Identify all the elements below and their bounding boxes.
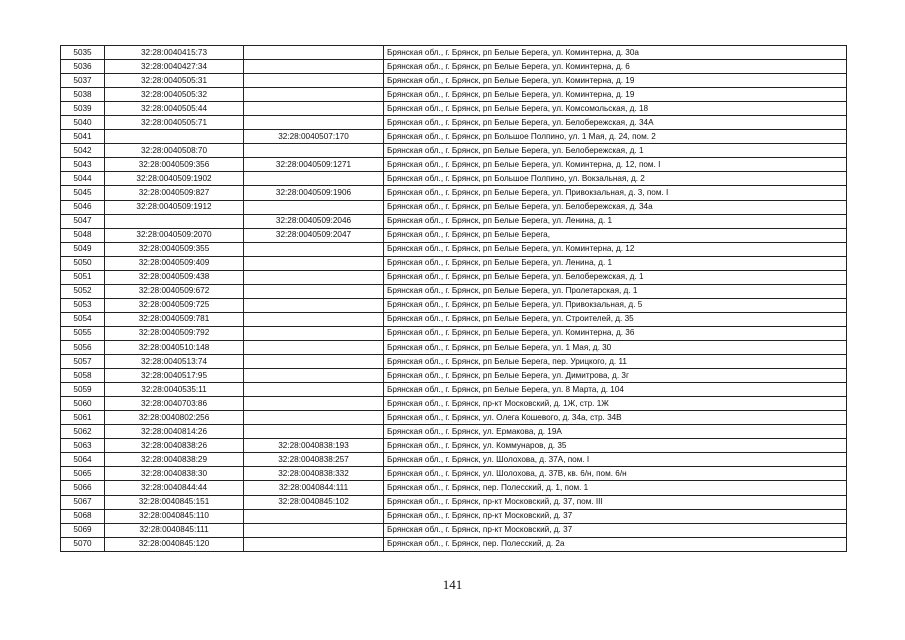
cadastral-number-cell: 32:28:0040845:111 xyxy=(105,523,244,537)
cadastral-number-cell: 32:28:0040509:438 xyxy=(105,270,244,284)
address-cell: Брянская обл., г. Брянск, ул. Шолохова, д. 37В, кв. 6/н, пом. 6/н xyxy=(384,467,847,481)
cadastral-number-cell: 32:28:0040838:30 xyxy=(105,467,244,481)
cadastral-number-cell: 32:28:0040505:31 xyxy=(105,74,244,88)
building-cadastral-number-cell xyxy=(244,355,384,369)
table-row xyxy=(61,270,847,284)
table-row xyxy=(61,200,847,214)
table-row xyxy=(61,411,847,425)
building-cadastral-number-cell xyxy=(244,102,384,116)
cadastral-number-cell: 32:28:0040845:120 xyxy=(105,537,244,551)
address-cell: Брянская обл., г. Брянск, рп Белые Берега, ул. Белобережская, д. 34А xyxy=(384,116,847,130)
cadastral-number-cell: 32:28:0040844:44 xyxy=(105,481,244,495)
table-row xyxy=(61,256,847,270)
building-cadastral-number-cell xyxy=(244,172,384,186)
building-cadastral-number-cell xyxy=(244,60,384,74)
table-row xyxy=(61,326,847,340)
building-cadastral-number-cell xyxy=(244,88,384,102)
row-number-cell: 5066 xyxy=(61,481,105,495)
cadastral-number-cell: 32:28:0040509:792 xyxy=(105,326,244,340)
cadastral-number-cell: 32:28:0040505:44 xyxy=(105,102,244,116)
table-row xyxy=(61,130,847,144)
table-row xyxy=(61,481,847,495)
building-cadastral-number-cell xyxy=(244,200,384,214)
row-number-cell: 5068 xyxy=(61,509,105,523)
cadastral-number-cell: 32:28:0040509:827 xyxy=(105,186,244,200)
table-row xyxy=(61,242,847,256)
row-number-cell: 5046 xyxy=(61,200,105,214)
building-cadastral-number-cell xyxy=(244,298,384,312)
building-cadastral-number-cell: 32:28:0040509:2046 xyxy=(244,214,384,228)
address-cell: Брянская обл., г. Брянск, пер. Полесский, д. 1, пом. 1 xyxy=(384,481,847,495)
table-row xyxy=(61,172,847,186)
address-cell: Брянская обл., г. Брянск, рп Белые Берега, ул. Димитрова, д. 3г xyxy=(384,369,847,383)
building-cadastral-number-cell xyxy=(244,242,384,256)
table-row xyxy=(61,340,847,354)
row-number-cell: 5051 xyxy=(61,270,105,284)
property-registry-table xyxy=(60,45,847,552)
table-row xyxy=(61,158,847,172)
address-cell: Брянская обл., г. Брянск, рп Белые Берега, ул. Ленина, д. 1 xyxy=(384,214,847,228)
address-cell: Брянская обл., г. Брянск, рп Белые Берега, xyxy=(384,228,847,242)
cadastral-number-cell: 32:28:0040845:151 xyxy=(105,495,244,509)
building-cadastral-number-cell xyxy=(244,340,384,354)
building-cadastral-number-cell xyxy=(244,270,384,284)
row-number-cell: 5057 xyxy=(61,355,105,369)
address-cell: Брянская обл., г. Брянск, ул. Ермакова, д. 19А xyxy=(384,425,847,439)
address-cell: Брянская обл., г. Брянск, рп Белые Берега, ул. Коминтерна, д. 36 xyxy=(384,326,847,340)
building-cadastral-number-cell: 32:28:0040509:1906 xyxy=(244,186,384,200)
table-row xyxy=(61,495,847,509)
building-cadastral-number-cell xyxy=(244,284,384,298)
cadastral-number-cell: 32:28:0040427:34 xyxy=(105,60,244,74)
table-row xyxy=(61,60,847,74)
row-number-cell: 5053 xyxy=(61,298,105,312)
address-cell: Брянская обл., г. Брянск, пр-кт Московский, д. 37, пом. III xyxy=(384,495,847,509)
address-cell: Брянская обл., г. Брянск, рп Белые Берега, ул. Привокзальная, д. 3, пом. I xyxy=(384,186,847,200)
table-row xyxy=(61,46,847,60)
row-number-cell: 5043 xyxy=(61,158,105,172)
cadastral-number-cell: 32:28:0040517:95 xyxy=(105,369,244,383)
row-number-cell: 5063 xyxy=(61,439,105,453)
address-cell: Брянская обл., г. Брянск, рп Белые Берега, ул. Коминтерна, д. 6 xyxy=(384,60,847,74)
cadastral-number-cell: 32:28:0040838:26 xyxy=(105,439,244,453)
cadastral-number-cell: 32:28:0040509:1912 xyxy=(105,200,244,214)
cadastral-number-cell: 32:28:0040845:110 xyxy=(105,509,244,523)
building-cadastral-number-cell: 32:28:0040844:111 xyxy=(244,481,384,495)
address-cell: Брянская обл., г. Брянск, рп Белые Берега, ул. Коминтерна, д. 19 xyxy=(384,88,847,102)
row-number-cell: 5058 xyxy=(61,369,105,383)
registry-table-body xyxy=(61,46,847,552)
building-cadastral-number-cell: 32:28:0040838:193 xyxy=(244,439,384,453)
row-number-cell: 5056 xyxy=(61,340,105,354)
building-cadastral-number-cell: 32:28:0040509:2047 xyxy=(244,228,384,242)
address-cell: Брянская обл., г. Брянск, рп Белые Берега, ул. 8 Марта, д. 104 xyxy=(384,383,847,397)
cadastral-number-cell: 32:28:0040509:781 xyxy=(105,312,244,326)
building-cadastral-number-cell: 32:28:0040838:332 xyxy=(244,467,384,481)
address-cell: Брянская обл., г. Брянск, рп Большое Полпино, ул. Вокзальная, д. 2 xyxy=(384,172,847,186)
address-cell: Брянская обл., г. Брянск, рп Белые Берега, ул. Комсомольская, д. 18 xyxy=(384,102,847,116)
row-number-cell: 5061 xyxy=(61,411,105,425)
row-number-cell: 5045 xyxy=(61,186,105,200)
row-number-cell: 5064 xyxy=(61,453,105,467)
building-cadastral-number-cell: 32:28:0040845:102 xyxy=(244,495,384,509)
row-number-cell: 5060 xyxy=(61,397,105,411)
building-cadastral-number-cell xyxy=(244,312,384,326)
building-cadastral-number-cell xyxy=(244,425,384,439)
building-cadastral-number-cell xyxy=(244,509,384,523)
table-row xyxy=(61,298,847,312)
row-number-cell: 5039 xyxy=(61,102,105,116)
cadastral-number-cell: 32:28:0040509:725 xyxy=(105,298,244,312)
address-cell: Брянская обл., г. Брянск, ул. Шолохова, д. 37А, пом. I xyxy=(384,453,847,467)
building-cadastral-number-cell: 32:28:0040838:257 xyxy=(244,453,384,467)
building-cadastral-number-cell xyxy=(244,116,384,130)
page-number: 141 xyxy=(442,577,463,592)
building-cadastral-number-cell xyxy=(244,383,384,397)
building-cadastral-number-cell xyxy=(244,326,384,340)
cadastral-number-cell: 32:28:0040510:148 xyxy=(105,340,244,354)
table-row xyxy=(61,74,847,88)
table-row xyxy=(61,509,847,523)
row-number-cell: 5055 xyxy=(61,326,105,340)
row-number-cell: 5049 xyxy=(61,242,105,256)
table-row xyxy=(61,284,847,298)
table-row xyxy=(61,467,847,481)
building-cadastral-number-cell xyxy=(244,46,384,60)
building-cadastral-number-cell xyxy=(244,397,384,411)
table-row xyxy=(61,425,847,439)
building-cadastral-number-cell: 32:28:0040507:170 xyxy=(244,130,384,144)
address-cell: Брянская обл., г. Брянск, рп Белые Берега, ул. Белобережская, д. 1 xyxy=(384,270,847,284)
cadastral-number-cell: 32:28:0040838:29 xyxy=(105,453,244,467)
address-cell: Брянская обл., г. Брянск, рп Белые Берега, ул. 1 Мая, д. 30 xyxy=(384,340,847,354)
row-number-cell: 5040 xyxy=(61,116,105,130)
cadastral-number-cell: 32:28:0040505:71 xyxy=(105,116,244,130)
address-cell: Брянская обл., г. Брянск, рп Белые Берега, ул. Строителей, д. 35 xyxy=(384,312,847,326)
row-number-cell: 5036 xyxy=(61,60,105,74)
table-row xyxy=(61,383,847,397)
row-number-cell: 5044 xyxy=(61,172,105,186)
row-number-cell: 5041 xyxy=(61,130,105,144)
table-row xyxy=(61,397,847,411)
cadastral-number-cell: 32:28:0040513:74 xyxy=(105,355,244,369)
building-cadastral-number-cell: 32:28:0040509:1271 xyxy=(244,158,384,172)
row-number-cell: 5047 xyxy=(61,214,105,228)
row-number-cell: 5054 xyxy=(61,312,105,326)
row-number-cell: 5042 xyxy=(61,144,105,158)
table-row xyxy=(61,537,847,551)
building-cadastral-number-cell xyxy=(244,144,384,158)
table-row xyxy=(61,102,847,116)
table-row xyxy=(61,369,847,383)
table-row xyxy=(61,88,847,102)
table-row xyxy=(61,312,847,326)
building-cadastral-number-cell xyxy=(244,74,384,88)
cadastral-number-cell: 32:28:0040509:356 xyxy=(105,158,244,172)
address-cell: Брянская обл., г. Брянск, ул. Олега Кошевого, д. 34а, стр. 34В xyxy=(384,411,847,425)
row-number-cell: 5059 xyxy=(61,383,105,397)
cadastral-number-cell xyxy=(105,130,244,144)
row-number-cell: 5065 xyxy=(61,467,105,481)
cadastral-number-cell: 32:28:0040814:26 xyxy=(105,425,244,439)
table-row xyxy=(61,186,847,200)
cadastral-number-cell: 32:28:0040509:409 xyxy=(105,256,244,270)
cadastral-number-cell: 32:28:0040535:11 xyxy=(105,383,244,397)
table-row xyxy=(61,523,847,537)
address-cell: Брянская обл., г. Брянск, пр-кт Московский, д. 37 xyxy=(384,523,847,537)
cadastral-number-cell: 32:28:0040509:2070 xyxy=(105,228,244,242)
cadastral-number-cell: 32:28:0040509:672 xyxy=(105,284,244,298)
table-row xyxy=(61,144,847,158)
row-number-cell: 5037 xyxy=(61,74,105,88)
table-row xyxy=(61,116,847,130)
address-cell: Брянская обл., г. Брянск, рп Белые Берега, ул. Коминтерна, д. 12, пом. I xyxy=(384,158,847,172)
cadastral-number-cell: 32:28:0040505:32 xyxy=(105,88,244,102)
cadastral-number-cell: 32:28:0040509:355 xyxy=(105,242,244,256)
cadastral-number-cell: 32:28:0040508:70 xyxy=(105,144,244,158)
address-cell: Брянская обл., г. Брянск, пер. Полесский, д. 2а xyxy=(384,537,847,551)
row-number-cell: 5048 xyxy=(61,228,105,242)
address-cell: Брянская обл., г. Брянск, рп Белые Берега, пер. Урицкого, д. 11 xyxy=(384,355,847,369)
address-cell: Брянская обл., г. Брянск, рп Белые Берега, ул. Привокзальная, д. 5 xyxy=(384,298,847,312)
address-cell: Брянская обл., г. Брянск, рп Белые Берега, ул. Коминтерна, д. 19 xyxy=(384,74,847,88)
address-cell: Брянская обл., г. Брянск, пр-кт Московский, д. 1Ж, стр. 1Ж xyxy=(384,397,847,411)
cadastral-number-cell: 32:28:0040703:86 xyxy=(105,397,244,411)
building-cadastral-number-cell xyxy=(244,523,384,537)
address-cell: Брянская обл., г. Брянск, пр-кт Московский, д. 37 xyxy=(384,509,847,523)
building-cadastral-number-cell xyxy=(244,369,384,383)
table-row xyxy=(61,228,847,242)
row-number-cell: 5038 xyxy=(61,88,105,102)
row-number-cell: 5035 xyxy=(61,46,105,60)
cadastral-number-cell xyxy=(105,214,244,228)
building-cadastral-number-cell xyxy=(244,411,384,425)
address-cell: Брянская обл., г. Брянск, рп Белые Берега, ул. Пролетарская, д. 1 xyxy=(384,284,847,298)
building-cadastral-number-cell xyxy=(244,256,384,270)
cadastral-number-cell: 32:28:0040415:73 xyxy=(105,46,244,60)
row-number-cell: 5062 xyxy=(61,425,105,439)
row-number-cell: 5070 xyxy=(61,537,105,551)
row-number-cell: 5050 xyxy=(61,256,105,270)
building-cadastral-number-cell xyxy=(244,537,384,551)
address-cell: Брянская обл., г. Брянск, ул. Коммунаров, д. 35 xyxy=(384,439,847,453)
address-cell: Брянская обл., г. Брянск, рп Белые Берега, ул. Ленина, д. 1 xyxy=(384,256,847,270)
cadastral-number-cell: 32:28:0040802:256 xyxy=(105,411,244,425)
table-row xyxy=(61,355,847,369)
row-number-cell: 5069 xyxy=(61,523,105,537)
table-row xyxy=(61,453,847,467)
address-cell: Брянская обл., г. Брянск, рп Белые Берега, ул. Белобережская, д. 1 xyxy=(384,144,847,158)
table-row xyxy=(61,214,847,228)
row-number-cell: 5052 xyxy=(61,284,105,298)
address-cell: Брянская обл., г. Брянск, рп Большое Полпино, ул. 1 Мая, д. 24, пом. 2 xyxy=(384,130,847,144)
table-row xyxy=(61,439,847,453)
row-number-cell: 5067 xyxy=(61,495,105,509)
address-cell: Брянская обл., г. Брянск, рп Белые Берега, ул. Коминтерна, д. 12 xyxy=(384,242,847,256)
address-cell: Брянская обл., г. Брянск, рп Белые Берега, ул. Коминтерна, д. 30а xyxy=(384,46,847,60)
address-cell: Брянская обл., г. Брянск, рп Белые Берега, ул. Белобережская, д. 34а xyxy=(384,200,847,214)
cadastral-number-cell: 32:28:0040509:1902 xyxy=(105,172,244,186)
